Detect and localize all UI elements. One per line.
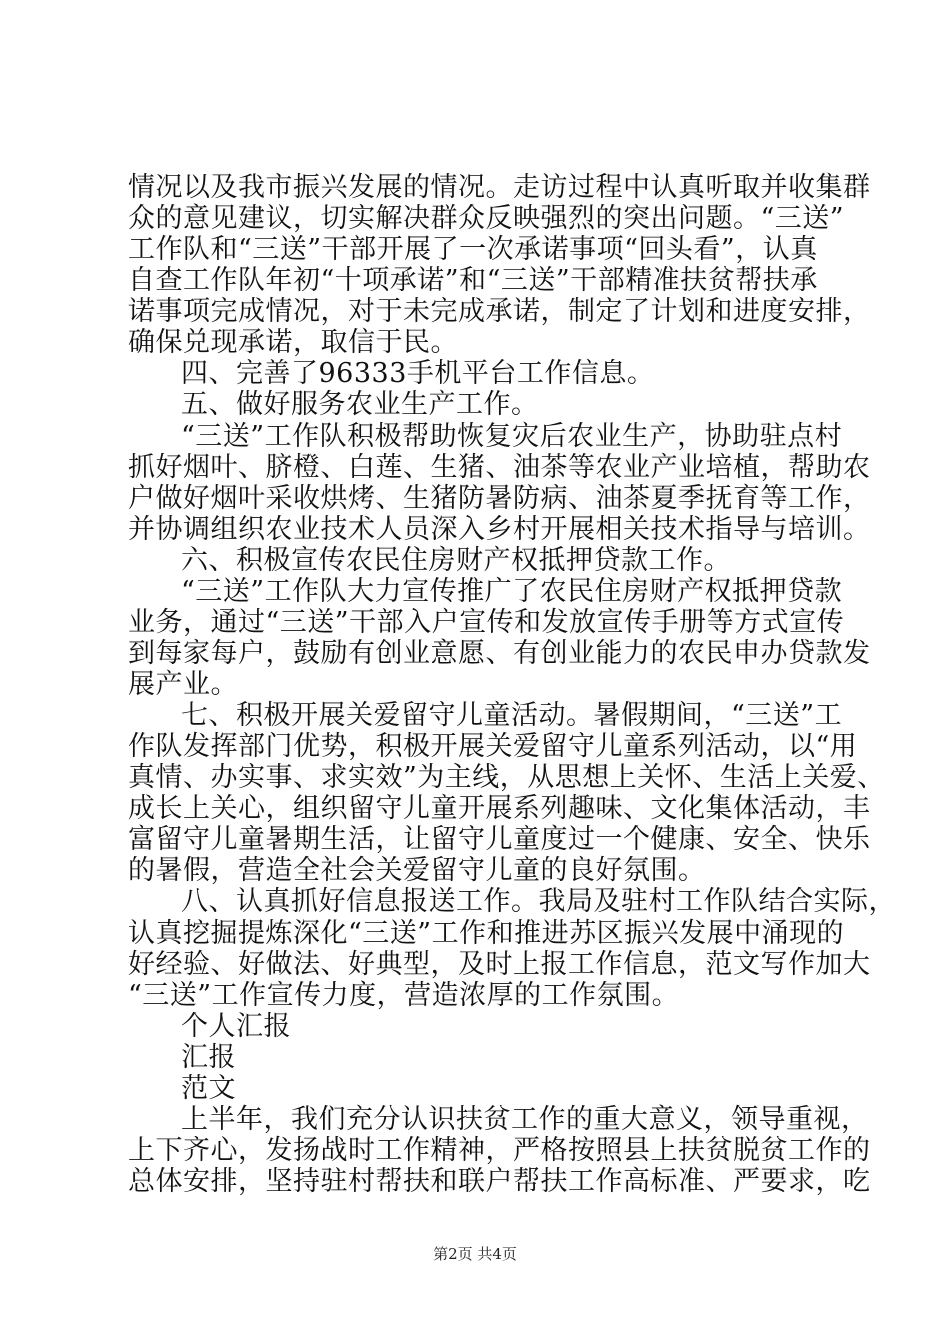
section-heading: 五、做好服务农业生产工作。 — [181, 389, 539, 421]
text-line: “三送”工作队积极帮助恢复灾后农业生产，协助驻点村 — [181, 420, 843, 452]
section-heading: 四、完善了96333手机平台工作信息。 — [181, 358, 655, 390]
text-line: 好经验、好做法、好典型，及时上报工作信息，范文写作加大 — [128, 948, 871, 980]
text-line: 并协调组织农业技术人员深入乡村开展相关技术指导与培训。 — [128, 513, 871, 545]
section-heading: 七、积极开展关爱留守儿童活动。暑假期间，“三送”工 — [181, 700, 843, 732]
text-line: “三送”工作宣传力度，营造浓厚的工作氛围。 — [128, 979, 680, 1011]
text-line: 诺事项完成情况，对于未完成承诺，制定了计划和进度安排， — [128, 296, 871, 328]
section-heading: 六、积极宣传农民住房财产权抵押贷款工作。 — [181, 544, 731, 576]
text-line: 作队发挥部门优势，积极开展关爱留守儿童系列活动，以“用 — [128, 731, 858, 763]
section-heading: 八、认真抓好信息报送工作。我局及驻村工作队结合实际， — [181, 886, 896, 918]
text-line: 抓好烟叶、脐橙、白莲、生猪、油茶等农业产业培植，帮助农 — [128, 451, 871, 483]
text-line: 工作队和“三送”干部开展了一次承诺事项“回头看”，认真 — [128, 234, 818, 266]
label-line: 汇报 — [181, 1041, 236, 1073]
text-line: 业务，通过“三送”干部入户宣传和发放宣传手册等方式宣传 — [128, 606, 845, 638]
text-line: 成长上关心，组织留守儿童开展系列趣味、文化集体活动，丰 — [128, 793, 871, 825]
text-line: 上半年，我们充分认识扶贫工作的重大意义，领导重视， — [181, 1103, 869, 1135]
text-line: 认真挖掘提炼深化“三送”工作和推进苏区振兴发展中涌现的 — [128, 917, 845, 949]
text-line: “三送”工作队大力宣传推广了农民住房财产权抵押贷款 — [181, 575, 843, 607]
text-line: 自查工作队年初“十项承诺”和“三送”干部精准扶贫帮扶承 — [128, 265, 818, 297]
text-line: 总体安排，坚持驻村帮扶和联户帮扶工作高标准、严要求，吃 — [128, 1166, 871, 1197]
text-line: 户做好烟叶采收烘烤、生猪防暑防病、油茶夏季抚育等工作， — [128, 482, 871, 514]
text-line: 富留守儿童暑期生活，让留守儿童度过一个健康、安全、快乐 — [128, 824, 871, 856]
text-line: 上下齐心，发扬战时工作精神，严格按照县上扶贫脱贫工作的 — [128, 1134, 871, 1166]
text-line: 真情、办实事、求实效”为主线，从思想上关怀、生活上关爱、 — [128, 762, 885, 794]
text-line: 展产业。 — [128, 669, 238, 700]
page-number-footer: 第2页 共4页 — [433, 1245, 517, 1263]
label-line: 范文 — [181, 1072, 236, 1104]
text-line: 情况以及我市振兴发展的情况。走访过程中认真听取并收集群 — [128, 172, 871, 203]
text-line: 确保兑现承诺，取信于民。 — [128, 327, 458, 359]
text-line: 到每家每户，鼓励有创业意愿、有创业能力的农民申办贷款发 — [128, 637, 871, 669]
label-line: 个人汇报 — [181, 1010, 291, 1042]
text-line: 众的意见建议，切实解决群众反映强烈的突出问题。“三送” — [128, 203, 845, 235]
text-line: 的暑假，营造全社会关爱留守儿童的良好氛围。 — [128, 855, 706, 887]
